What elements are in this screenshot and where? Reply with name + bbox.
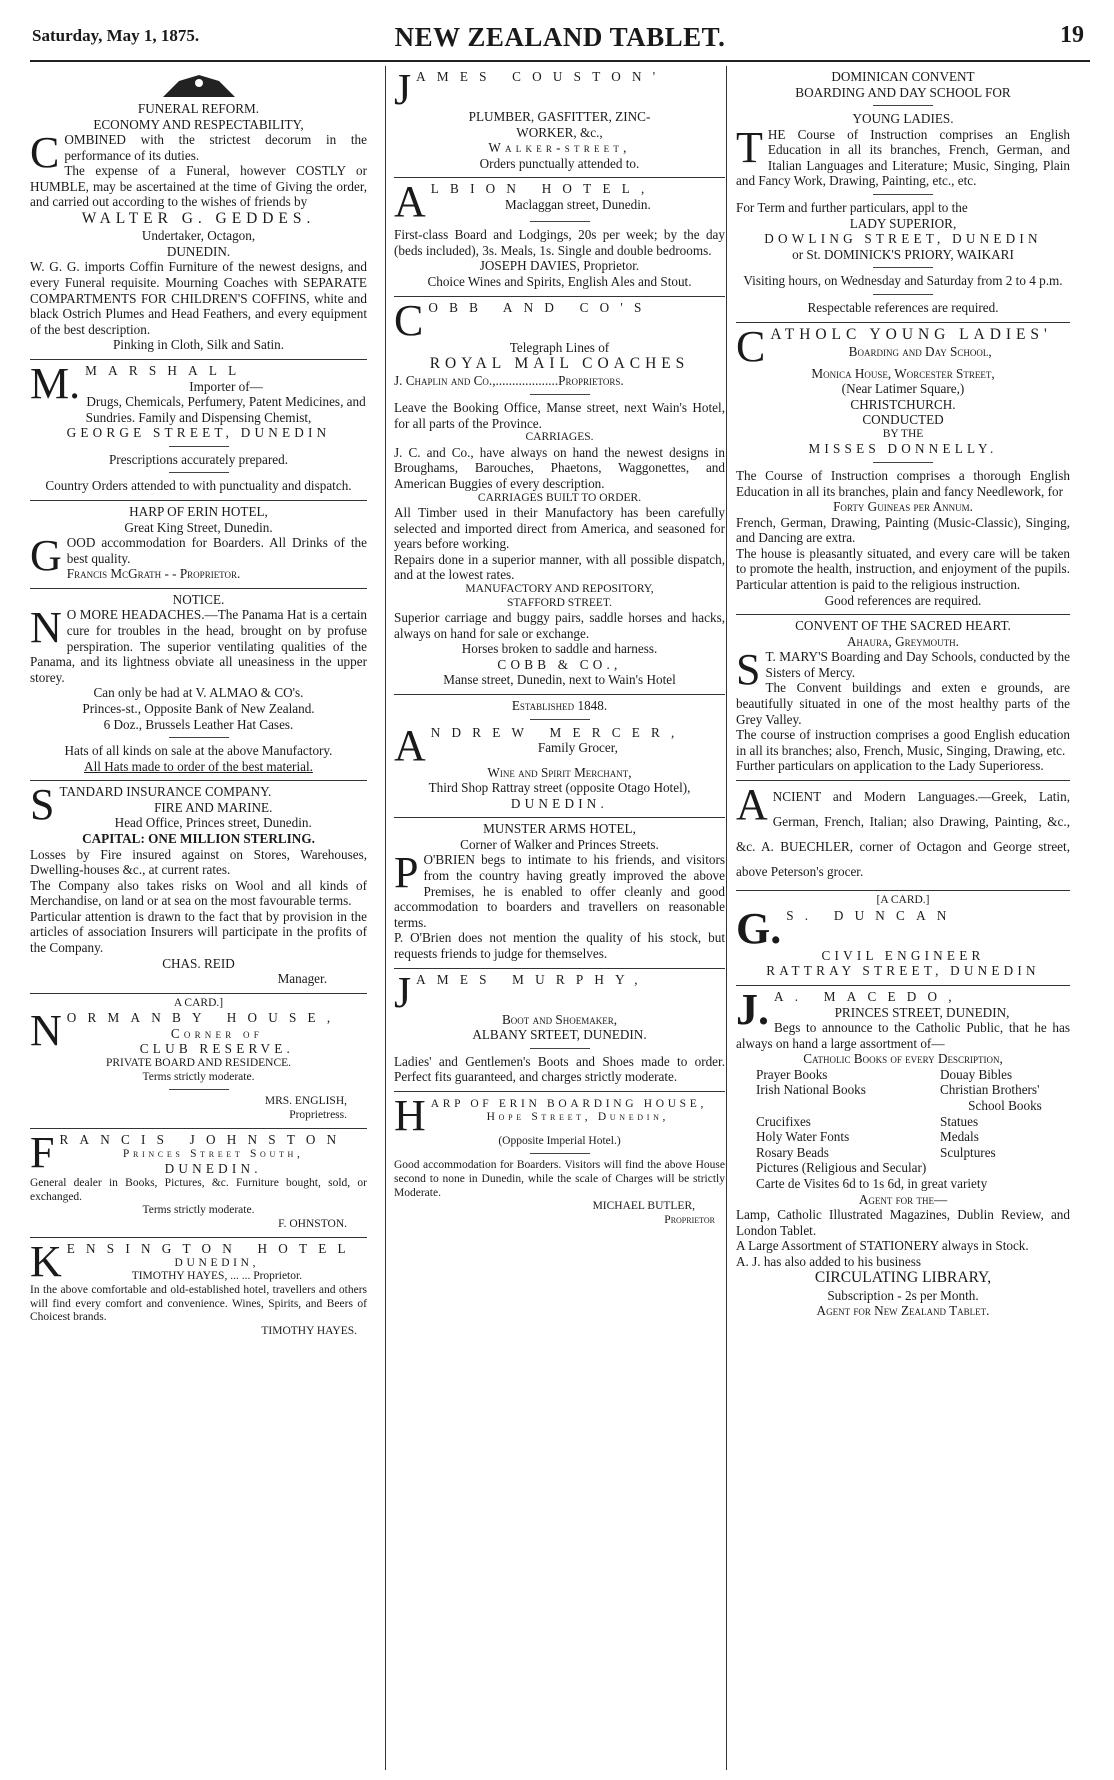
ad-macedo bbox=[736, 986, 1070, 1325]
drop-cap: J bbox=[394, 967, 412, 1017]
ad-marshall bbox=[30, 360, 367, 501]
johnston-line: DUNEDIN. bbox=[164, 1161, 262, 1177]
drop-cap: C bbox=[30, 128, 60, 178]
harpboarding-signature: MICHAEL BUTLER, bbox=[592, 1200, 695, 1213]
ad-buechler bbox=[736, 781, 1070, 891]
couston-line: PLUMBER, GASFITTER, ZINC- bbox=[468, 109, 651, 124]
murphy-line: ALBANY SRTEET, DUNEDIN. bbox=[472, 1027, 647, 1043]
couston-line: WORKER, &c., bbox=[516, 124, 603, 140]
couston-line: Orders punctually attended to. bbox=[479, 155, 640, 171]
cobb-heading: STAFFORD STREET. bbox=[507, 596, 612, 609]
sacred-text: The course of instruction comprises a good English education in all its branches; also, French, Music, Singing, Drawing, etc. bbox=[736, 727, 1070, 758]
funeral-text: The expense of a Funeral, however COSTLY or HUMBLE, may be ascertained at the time of Giving the order, and carried out according to the wishes of friends by bbox=[30, 163, 367, 210]
normanby-line: Terms strictly moderate. bbox=[142, 1070, 255, 1083]
harpboarding-line: Hope Street, Dunedin, bbox=[486, 1111, 670, 1124]
standard-text: The Company also takes risks on Wool and all kinds of Merchandise, on land or at sea on the most favourable terms. bbox=[30, 877, 367, 909]
duncan-line: RATTRAY STREET, DUNEDIN bbox=[766, 963, 1040, 979]
ad-harp-boarding-house bbox=[394, 1092, 725, 1233]
list-item: School Books bbox=[968, 1098, 1042, 1114]
marshall-text: Drugs, Chemicals, Perfumery, Patent Medicines, and Sundries. Family and Dispensing Chemist, bbox=[85, 394, 366, 425]
harpboarding-role: Proprietor bbox=[664, 1213, 715, 1226]
macedo-line: Pictures (Religious and Secular) bbox=[756, 1160, 927, 1176]
albion-line: JOSEPH DAVIES, Proprietor. bbox=[479, 258, 640, 274]
cobb-line: Manse street, Dunedin, next to Wain's Hotel bbox=[443, 672, 676, 688]
funeral-text: OMBINED with the strictest decorum in the performance of its duties. bbox=[64, 132, 367, 163]
drop-cap: F bbox=[30, 1128, 55, 1178]
ad-normanby-house bbox=[30, 994, 367, 1130]
column-left bbox=[30, 66, 367, 1770]
duncan-name: S. DUNCAN bbox=[786, 907, 958, 923]
cobb-heading: CARRIAGES BUILT TO ORDER. bbox=[477, 491, 642, 504]
cobb-name: OBB AND CO'S bbox=[428, 299, 653, 315]
catholic-line: Forty Guineas per Annum. bbox=[833, 499, 973, 515]
catholic-text: The house is pleasantly situated, and every care will be taken to promote the health, instruction, and enjoyment of the pupils. Particular attention is paid to the religious instruction. bbox=[736, 545, 1070, 593]
albion-text: First-class Board and Lodgings, 20s per week; by the day (beds included), 3s. Meals, 1s. Single and double bedrooms. bbox=[394, 227, 725, 258]
newspaper-title: NEW ZEALAND TABLET. bbox=[394, 22, 726, 52]
notice-text: Hats of all kinds on sale at the above Manufactory. bbox=[64, 743, 333, 759]
catholic-line: Good references are required. bbox=[824, 592, 982, 608]
drop-cap: S bbox=[30, 780, 55, 830]
dominican-line: or St. DOMINICK'S PRIORY, WAIKARI bbox=[792, 246, 1014, 262]
funeral-name: WALTER G. GEDDES. bbox=[81, 210, 316, 228]
ad-albion-hotel bbox=[394, 178, 725, 296]
johnston-signature: F. OHNSTON. bbox=[278, 1217, 347, 1230]
standard-role: Manager. bbox=[277, 971, 327, 987]
ad-harp-of-erin-hotel bbox=[30, 501, 367, 589]
murphy-line: Boot and Shoemaker, bbox=[501, 1011, 617, 1027]
masthead bbox=[30, 20, 1090, 62]
mercer-name: NDREW MERCER, bbox=[430, 724, 686, 740]
munster-text: P. O'Brien does not mention the quality of his stock, but requests friends to judge for themselves. bbox=[394, 930, 725, 961]
couston-line: Walker-street, bbox=[488, 140, 631, 156]
dominican-line: LADY SUPERIOR, bbox=[849, 215, 957, 231]
catholic-line: CHRISTCHURCH. bbox=[850, 396, 956, 412]
macedo-line: CIRCULATING LIBRARY, bbox=[814, 1269, 992, 1287]
buechler-text: NCIENT and Modern Languages.—Greek, Latin, German, French, Italian; also Drawing, Painting, &c., &c. A. BUECHLER, corner of Octagon and George street, above Peterson's grocer. bbox=[736, 788, 1070, 880]
macedo-text: Begs to announce to the Catholic Public, that he has always on hand a large assortment of— bbox=[736, 1020, 1070, 1051]
johnston-name: RANCIS JOHNSTON bbox=[59, 1132, 348, 1148]
issue-date: Saturday, May 1, 1875. bbox=[32, 26, 200, 45]
dominican-line: Respectable references are required. bbox=[807, 299, 999, 315]
munster-text: O'BRIEN begs to intimate to his friends, and visitors from the country having greatly improved the above Premises, he is enabled to offer cleanly and good accommodation to boarders and travellers on reasonable terms. bbox=[394, 852, 725, 930]
harp-subtitle: Great King Street, Dunedin. bbox=[124, 519, 273, 535]
normanby-signature: MRS. ENGLISH, bbox=[264, 1095, 347, 1108]
cobb-line: COBB & CO., bbox=[497, 656, 622, 672]
standard-signature: CHAS. REID bbox=[162, 955, 235, 971]
ad-andrew-mercer bbox=[394, 695, 725, 818]
macedo-text: A Large Assortment of STATIONERY always in Stock. bbox=[736, 1238, 1029, 1254]
drop-cap: C bbox=[736, 321, 766, 371]
drop-cap: A bbox=[394, 177, 426, 227]
macedo-line: Agent for New Zealand Tablet. bbox=[816, 1303, 990, 1319]
mercer-line: Wine and Spirit Merchant, bbox=[487, 764, 632, 780]
harpboarding-name: ARP OF ERIN BOARDING HOUSE, bbox=[430, 1097, 708, 1110]
funeral-line: DUNEDIN. bbox=[166, 243, 231, 259]
cobb-text: All Timber used in their Manufactory has been carefully selected and imported direct from America, and seasoned for years before working. bbox=[394, 505, 725, 552]
duncan-line: CIVIL ENGINEER bbox=[821, 947, 985, 963]
notice-line: Princes-st., Opposite Bank of New Zealand. bbox=[82, 700, 315, 716]
catholic-line: Monica House, Worcester Street, bbox=[811, 365, 995, 381]
funeral-line: Undertaker, Octagon, bbox=[141, 228, 256, 244]
macedo-item-list bbox=[736, 1067, 1070, 1192]
notice-text: O MORE HEADACHES.—The Panama Hat is a certain cure for troubles in the head, brought on by profuse perspiration. The superior ventilating qualities of the Panama, and its lightness obviate all uneasiness in the upper storey. bbox=[30, 607, 367, 685]
harp-text: OOD accommodation for Boarders. All Drinks of the best quality. bbox=[66, 535, 367, 566]
murphy-name: AMES MURPHY, bbox=[416, 971, 649, 987]
ad-standard-insurance bbox=[30, 781, 367, 994]
notice-line: All Hats made to order of the best material. bbox=[84, 758, 313, 774]
dominican-line: DOWLING STREET, DUNEDIN bbox=[764, 231, 1042, 247]
macedo-text: A. J. has also added to his business bbox=[736, 1253, 921, 1269]
macedo-line: Agent for the— bbox=[858, 1191, 948, 1207]
marshall-line: GEORGE STREET, DUNEDIN bbox=[66, 425, 331, 441]
cobb-heading: MANUFACTORY AND REPOSITORY, bbox=[465, 582, 654, 595]
catholic-name: ATHOLC YOUNG LADIES' bbox=[770, 325, 1052, 343]
sacred-text: The Convent buildings and exten e grounds, are beautifully situated in one of the most healthy parts of the Grey Valley. bbox=[736, 680, 1070, 727]
albion-line: Choice Wines and Spirits, English Ales and Stout. bbox=[427, 274, 692, 290]
mercer-line: Family Grocer, bbox=[537, 740, 618, 756]
column-right bbox=[726, 66, 1070, 1770]
sacred-text: T. MARY'S Boarding and Day Schools, conducted by the Sisters of Mercy. bbox=[765, 649, 1070, 680]
notice-line: 6 Doz., Brussels Leather Hat Cases. bbox=[103, 716, 294, 732]
cobb-line: ROYAL MAIL COACHES bbox=[429, 355, 690, 373]
catholic-text: French, German, Drawing, Painting (Music-Classic), Singing, and Dancing are extra. bbox=[736, 514, 1070, 546]
cobb-line: J. Chaplin and Co.,...................Proprietors. bbox=[394, 373, 624, 389]
marshall-name: MARSHALL bbox=[85, 362, 248, 378]
funeral-emblem-icon bbox=[30, 69, 367, 101]
sacred-text: Further particulars on application to the Lady Superioress. bbox=[736, 758, 1044, 774]
drop-cap: K bbox=[30, 1237, 62, 1287]
drop-cap: M. bbox=[30, 358, 81, 408]
normanby-name: ORMANBY HOUSE, bbox=[66, 1010, 342, 1026]
harp-title: HARP OF ERIN HOTEL, bbox=[129, 504, 268, 519]
mercer-line: Third Shop Rattray street (opposite Otago Hotel), bbox=[428, 780, 691, 796]
card-label: [A CARD.] bbox=[876, 894, 930, 907]
ad-james-couston bbox=[394, 66, 725, 178]
munster-title: MUNSTER ARMS HOTEL, bbox=[483, 821, 636, 837]
funeral-title: FUNERAL REFORM. bbox=[137, 101, 260, 116]
murphy-text: Ladies' and Gentlemen's Boots and Shoes made to order. Perfect fits guaranteed, and charges strictly moderate. bbox=[394, 1053, 725, 1085]
macedo-heading: Catholic Books of every Description, bbox=[803, 1051, 1003, 1067]
catholic-line: BY THE bbox=[882, 427, 924, 440]
dominican-text: Visiting hours, on Wednesday and Saturday from 2 to 4 p.m. bbox=[743, 273, 1063, 289]
funeral-text: W. G. G. imports Coffin Furniture of the newest designs, and every Funeral requisite. Mourning Coaches with SEPARATE COMPARTMENTS FOR CHILDREN'S COFFINS, white and black Ostrich Plumes and Head Feathers, and every equipment of the best description. bbox=[30, 259, 367, 337]
dominican-title: BOARDING AND DAY SCHOOL FOR bbox=[795, 84, 1011, 100]
list-item: Rosary Beads Sculptures bbox=[756, 1144, 996, 1160]
harpboarding-line: (Opposite Imperial Hotel.) bbox=[498, 1134, 621, 1147]
harpboarding-text: Good accommodation for Boarders. Visitors will find the above House second to none in Dunedin, while the scale of Charges will be strictly Moderate. bbox=[394, 1159, 725, 1199]
catholic-line: (Near Latimer Square,) bbox=[841, 381, 965, 397]
marshall-line: Country Orders attended to with punctuality and dispatch. bbox=[45, 478, 352, 494]
cobb-text: Leave the Booking Office, Manse street, next Wain's Hotel, for all parts of the Province. bbox=[394, 400, 725, 431]
munster-subtitle: Corner of Walker and Princes Streets. bbox=[460, 836, 659, 852]
kensington-name: ENSINGTON HOTEL bbox=[66, 1241, 357, 1257]
standard-text: Particular attention is drawn to the fact that by provision in the articles of association Insurers will participate in the profits of the Company. bbox=[30, 908, 367, 956]
standard-text: Losses by Fire insured against on Stores, Warehouses, Dwelling-houses &c., at current rates. bbox=[30, 846, 367, 878]
drop-cap: N bbox=[30, 1006, 62, 1056]
standard-line: Head Office, Princes street, Dunedin. bbox=[114, 815, 312, 831]
list-item: Holy Water Fonts Medals bbox=[756, 1129, 979, 1145]
marshall-line: Prescriptions accurately prepared. bbox=[108, 451, 289, 467]
drop-cap: G bbox=[30, 531, 62, 581]
drop-cap: A bbox=[394, 720, 426, 770]
kensington-signature: TIMOTHY HAYES. bbox=[261, 1324, 357, 1337]
macedo-name: A. MACEDO, bbox=[774, 988, 963, 1004]
card-label: A CARD.] bbox=[173, 996, 224, 1009]
drop-cap: C bbox=[394, 295, 424, 345]
drop-cap: J. bbox=[736, 984, 769, 1034]
ad-dominican-convent bbox=[736, 66, 1070, 323]
funeral-line: Pinking in Cloth, Silk and Satin. bbox=[112, 337, 285, 353]
list-item: Irish National Books Christian Brothers' bbox=[756, 1082, 1040, 1098]
cobb-text: Repairs done in a superior manner, with all possible dispatch, and at the lowest rates. bbox=[394, 551, 725, 583]
sacred-subtitle: Ahaura, Greymouth. bbox=[847, 633, 959, 649]
cobb-line: Telegraph Lines of bbox=[509, 339, 610, 355]
cobb-line: Horses broken to saddle and harness. bbox=[461, 641, 658, 657]
kensington-line: DUNEDIN, bbox=[174, 1256, 260, 1269]
ad-francis-johnston bbox=[30, 1129, 367, 1238]
johnston-line: Terms strictly moderate. bbox=[142, 1204, 255, 1217]
catholic-line: Boarding and Day School, bbox=[848, 343, 992, 359]
dominican-title: DOMINICAN CONVENT bbox=[831, 69, 975, 84]
ad-convent-sacred-heart bbox=[736, 615, 1070, 781]
normanby-role: Proprietress. bbox=[289, 1108, 347, 1121]
list-item: Prayer Books Douay Bibles bbox=[756, 1066, 1013, 1082]
drop-cap: H bbox=[394, 1090, 426, 1140]
ad-catholic-young-ladies bbox=[736, 323, 1070, 616]
macedo-line: Subscription - 2s per Month. bbox=[827, 1287, 979, 1303]
mercer-line: DUNEDIN. bbox=[510, 795, 609, 811]
sacred-title: CONVENT OF THE SACRED HEART. bbox=[795, 618, 1011, 634]
ad-cobb-and-co bbox=[394, 297, 725, 695]
ad-funeral-reform bbox=[30, 66, 367, 360]
drop-cap: J bbox=[394, 66, 412, 114]
notice-title: NOTICE. bbox=[172, 591, 225, 607]
harp-signature: Francis McGrath - - Proprietor. bbox=[66, 566, 241, 582]
standard-capital: CAPITAL: ONE MILLION STERLING. bbox=[82, 830, 315, 846]
cobb-text: Superior carriage and buggy pairs, saddle horses and hacks, always on hand for sale or exchange. bbox=[394, 610, 725, 641]
drop-cap: N bbox=[30, 603, 62, 653]
page-number: 19 bbox=[1060, 22, 1084, 48]
drop-cap: T bbox=[736, 122, 763, 172]
standard-title: TANDARD INSURANCE COMPANY. bbox=[59, 784, 272, 800]
catholic-line: MISSES DONNELLY. bbox=[808, 441, 998, 457]
macedo-line: PRINCES STREET, DUNEDIN, bbox=[834, 1004, 1010, 1020]
macedo-line: Carte de Visites 6d to 1s 6d, in great variety bbox=[756, 1175, 988, 1191]
kensington-text: In the above comfortable and old-established hotel, travellers and others will find every comfort and convenience. Wines, Spirits, and Beers of Choicest brands. bbox=[30, 1283, 367, 1324]
albion-line: Maclaggan street, Dunedin. bbox=[505, 196, 651, 212]
macedo-text: Lamp, Catholic Illustrated Magazines, Dublin Review, and London Tablet. bbox=[736, 1207, 1070, 1238]
ad-munster-arms-hotel bbox=[394, 818, 725, 968]
ad-james-murphy bbox=[394, 969, 725, 1092]
marshall-line: Importer of— bbox=[189, 378, 263, 394]
cobb-heading: CARRIAGES. bbox=[525, 431, 594, 444]
column-middle bbox=[385, 66, 725, 1770]
list-item: Crucifixes Statues bbox=[756, 1113, 979, 1129]
drop-cap: A bbox=[736, 779, 768, 829]
funeral-subtitle: ECONOMY AND RESPECTABILITY, bbox=[93, 116, 304, 132]
notice-line: Can only be had at V. ALMAO & CO's. bbox=[93, 685, 304, 701]
normanby-line: PRIVATE BOARD AND RESIDENCE. bbox=[105, 1057, 292, 1070]
ad-notice-panama bbox=[30, 589, 367, 781]
albion-name: LBION HOTEL, bbox=[430, 181, 656, 197]
dominican-text: For Term and further particulars, appl to the bbox=[736, 200, 968, 216]
catholic-line: CONDUCTED bbox=[862, 412, 944, 428]
catholic-text: The Course of Instruction comprises a thorough English Education in all its branches, plain and fancy Needlework, for bbox=[736, 467, 1070, 499]
couston-name: AMES COUSTON' bbox=[416, 69, 667, 84]
dominican-text: HE Course of Instruction comprises an English Education in all its branches, French, German, and Italian Languages and Literature; Music, Singing, Plain and Fancy Work, Drawing, Painting, etc., etc. bbox=[736, 126, 1070, 189]
ad-duncan bbox=[736, 891, 1070, 986]
ad-kensington-hotel bbox=[30, 1238, 367, 1344]
cobb-text: J. C. and Co., have always on hand the newest designs in Broughams, Barouches, Phaetons, Waggonettes, and American Buggies of every description. bbox=[394, 444, 725, 491]
mercer-established: Established 1848. bbox=[511, 697, 608, 713]
kensington-line: TIMOTHY HAYES, ... ... Proprietor. bbox=[131, 1270, 303, 1283]
drop-cap: G. bbox=[736, 903, 782, 953]
johnston-text: General dealer in Books, Pictures, &c. Furniture bought, sold, or exchanged. bbox=[30, 1177, 367, 1203]
normanby-line: Corner of bbox=[170, 1025, 263, 1041]
drop-cap: S bbox=[736, 645, 761, 695]
standard-subtitle: FIRE AND MARINE. bbox=[154, 799, 273, 815]
drop-cap: P bbox=[394, 848, 419, 898]
normanby-line: CLUB RESERVE. bbox=[139, 1041, 295, 1057]
dominican-title: YOUNG LADIES. bbox=[852, 111, 954, 127]
johnston-line: Princes Street South, bbox=[122, 1147, 304, 1160]
